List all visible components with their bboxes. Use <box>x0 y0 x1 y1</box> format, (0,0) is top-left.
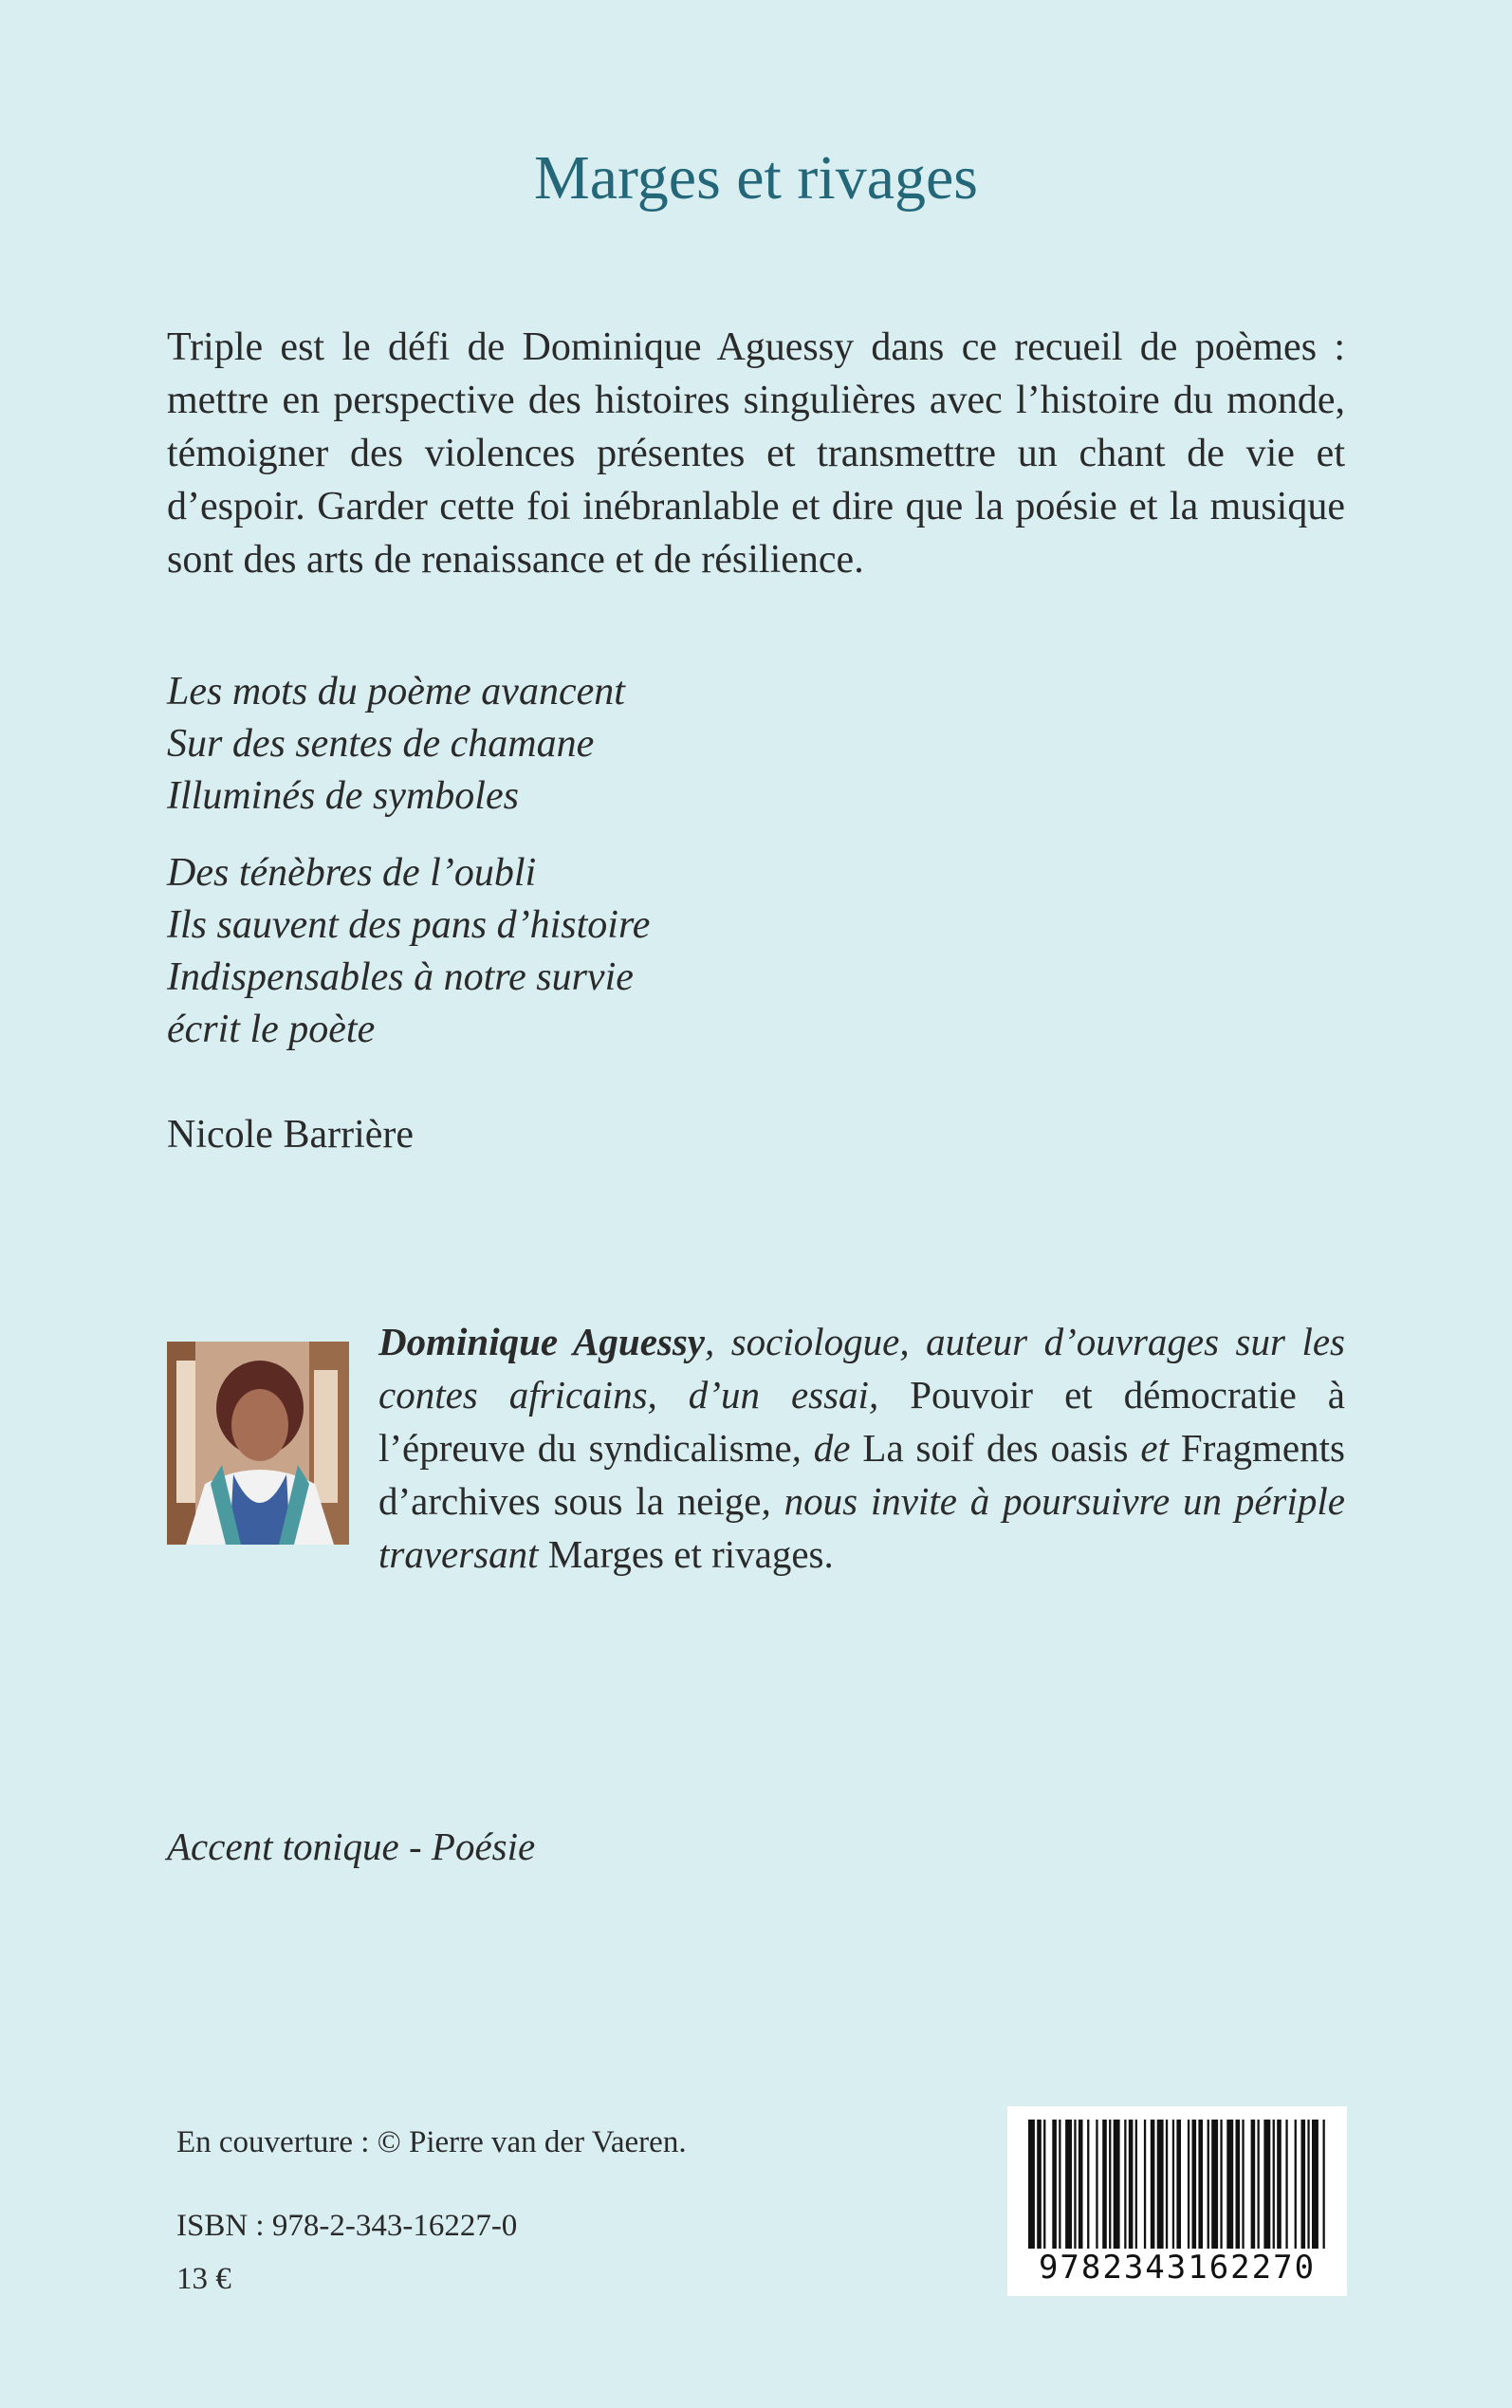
barcode-bar <box>1109 2120 1111 2249</box>
barcode-bar <box>1263 2120 1270 2249</box>
barcode-bar <box>1059 2120 1060 2249</box>
bio-text: , nous invite à poursuivre un périple traversant <box>378 1479 1345 1576</box>
barcode-bar <box>1144 2120 1146 2249</box>
bio-text: . <box>823 1532 834 1576</box>
barcode-bar <box>1295 2120 1297 2249</box>
barcode-bar <box>1192 2120 1197 2249</box>
cover-credit: En couverture : © Pierre van der Vaeren. <box>176 2125 687 2159</box>
barcode-bar <box>1052 2120 1057 2249</box>
price: 13 € <box>176 2262 231 2296</box>
barcode-bar <box>1258 2120 1260 2249</box>
bio-work-title: Marges et rivages <box>547 1532 824 1576</box>
barcode-bar <box>1114 2120 1120 2249</box>
barcode-bar <box>1087 2120 1089 2249</box>
signature: Nicole Barrière <box>167 1113 415 1157</box>
collection-label: Accent tonique - Poésie <box>167 1825 536 1868</box>
barcode-bar <box>1323 2120 1325 2249</box>
bio-work-title: Fragments d’archives sous la neige <box>378 1426 1345 1523</box>
barcode-bar <box>1208 2120 1209 2249</box>
barcode-bar <box>1176 2120 1181 2249</box>
barcode-bar <box>1074 2120 1076 2249</box>
barcode-bar <box>1102 2120 1107 2249</box>
poem-line: Des ténèbres de l’oubli <box>167 851 537 895</box>
barcode-bar <box>1135 2120 1137 2249</box>
poem-line: écrit le poète <box>167 1008 376 1051</box>
bio-work-title: La soif des oasis <box>862 1426 1129 1470</box>
barcode-bar <box>1028 2120 1035 2249</box>
barcode-bar <box>1065 2120 1072 2249</box>
barcode-bar <box>1129 2120 1134 2249</box>
barcode-bar <box>1157 2120 1164 2249</box>
barcode-bar <box>1096 2120 1097 2249</box>
poem-line: Ils sauvent des pans d’histoire <box>167 903 651 947</box>
bio-text: , sociologue, auteur d’ouvrages sur les contes africains, d’un essai, <box>378 1320 1345 1417</box>
isbn: ISBN : 978-2-343-16227-0 <box>176 2209 518 2243</box>
bio-author-name: Dominique Aguessy <box>378 1320 705 1363</box>
poem-line: Indispensables à notre survie <box>167 955 634 999</box>
poem-stanza-2 <box>167 847 650 1056</box>
barcode-bar <box>1273 2120 1275 2249</box>
poem-line: Les mots du poème avancent <box>167 670 625 713</box>
barcode-bar <box>1226 2120 1233 2249</box>
barcode-bar <box>1043 2120 1045 2249</box>
barcode-digits: 9782343162270 <box>1038 2249 1317 2287</box>
barcode-bar <box>1037 2120 1042 2249</box>
barcode-bar <box>1172 2120 1174 2249</box>
author-bio <box>378 1315 1345 1581</box>
barcode-bar <box>1198 2120 1203 2249</box>
barcode-bar <box>1301 2120 1306 2249</box>
barcode-bar <box>1312 2120 1318 2249</box>
bio-text: et <box>1128 1426 1181 1470</box>
barcode-bar <box>1166 2120 1168 2249</box>
barcode-bar <box>1124 2120 1126 2249</box>
barcode-bar <box>1079 2120 1083 2249</box>
book-title: Marges et rivages <box>534 143 978 213</box>
barcode-bar <box>1188 2120 1189 2249</box>
barcode-bar <box>1251 2120 1256 2249</box>
barcode-bar <box>1242 2120 1244 2249</box>
author-portrait-image <box>167 1342 349 1545</box>
barcode-bar <box>1307 2120 1309 2249</box>
barcode-bar <box>1236 2120 1241 2249</box>
barcode-bar <box>1220 2120 1222 2249</box>
poem-line: Illuminés de symboles <box>167 774 519 818</box>
barcode-bars <box>1028 2120 1326 2249</box>
barcode-bar <box>1285 2120 1287 2249</box>
barcode-bar <box>1151 2120 1155 2249</box>
poem-line: Sur des sentes de chamane <box>167 722 595 766</box>
barcode <box>1007 2106 1347 2296</box>
poem-stanza-1 <box>167 666 625 823</box>
bio-text: , de <box>791 1426 863 1470</box>
barcode-bar <box>1277 2120 1282 2249</box>
bio-work-title: Pouvoir et démocratie à l’épreuve du syndicalisme <box>378 1373 1345 1470</box>
barcode-bar <box>1211 2120 1218 2249</box>
author-photo <box>167 1342 349 1545</box>
description: Triple est le défi de Dominique Aguessy dans ce recueil de poèmes : mettre en perspective des histoires singulières avec l’histoire du monde, témoigner des violences présentes et transmettre un chant de vie et d’espoir. Garder cette foi inébranlable et dire que la poésie et la musique sont des arts de renaissance et de résilience. <box>167 325 1345 582</box>
